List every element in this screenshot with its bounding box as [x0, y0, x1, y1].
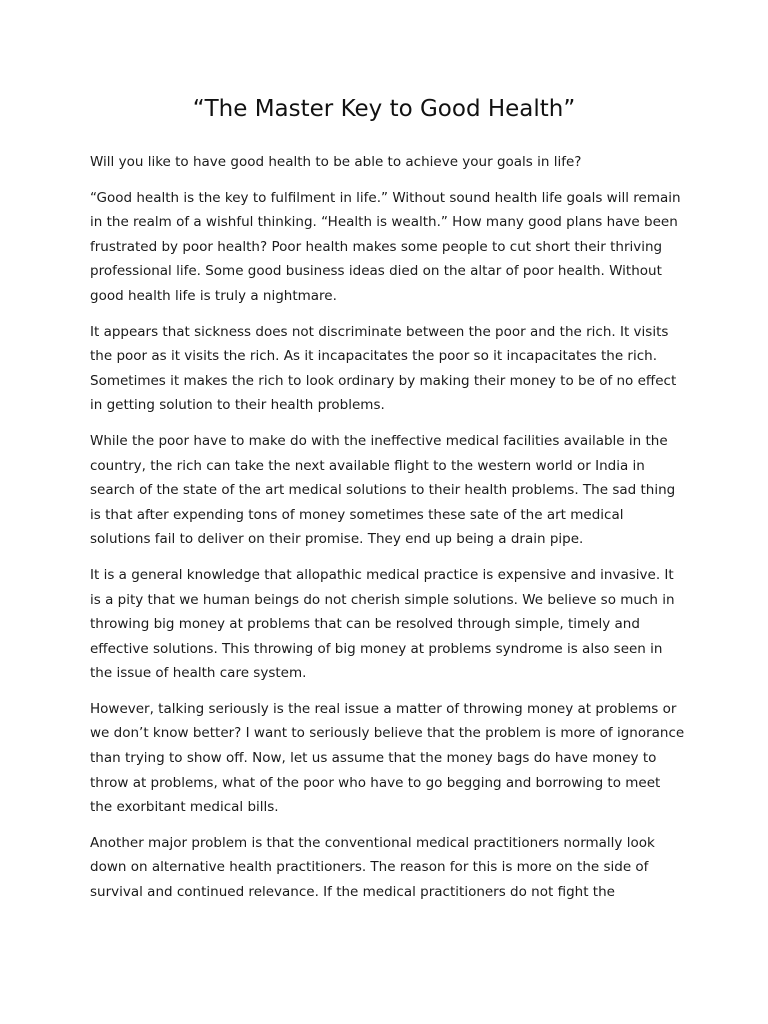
paragraph-intro-question: Will you like to have good health to be able to achieve your goals in life?	[90, 154, 582, 170]
paragraph-sickness-poor-rich: It appears that sickness does not discriminate between the poor and the rich. It visits the poor as it visits the rich. As it incapacitates the poor so it incapacitates the rich. Sometimes it makes the rich to look ordinary by making their money to be of no effect in getting solution to their health problems.	[90, 323, 677, 414]
paragraph-throwing-money: However, talking seriously is the real issue a matter of throwing money at problems or we don’t know better? I want to seriously believe that the problem is more of ignorance than trying to show off. Now, let us assume that the money bags do have money to throw at problems, what of the poor who have to go begging and borrowing to meet the exorbitant medical bills.	[90, 700, 685, 816]
document-body	[90, 150, 686, 916]
paragraph-good-health-key: “Good health is the key to fulfilment in life.” Without sound health life goals will remain in the realm of a wishful thinking. “Health is wealth.” How many good plans have been frustrated by poor health? Poor health makes some people to cut short their thriving professional life. Some good business ideas died on the altar of poor health. Without good health life is truly a nightmare.	[90, 189, 681, 304]
paragraph-allopathic-practice: It is a general knowledge that allopathic medical practice is expensive and invasive. It is a pity that we human beings do not cherish simple solutions. We believe so much in throwing big money at problems that can be resolved through simple, timely and effective solutions. This throwing of big money at problems syndrome is also seen in the issue of health care system.	[90, 566, 675, 682]
paragraph-medical-flights: While the poor have to make do with the ineffective medical facilities available in the country, the rich can take the next available flight to the western world or India in search of the state of the art medical solutions to their health problems. The sad thing is that after expending tons of money sometimes these sate of the art medical solutions fail to deliver on their promise. They end up being a drain pipe.	[90, 432, 676, 548]
page-title: “The Master Key to Good Health”	[192, 96, 576, 122]
paragraph-alternative-practitioners: Another major problem is that the conventional medical practitioners normally look down on alternative health practitioners. The reason for this is more on the side of survival and continued relevance. If the medical practitioners do not fight the	[90, 834, 655, 901]
